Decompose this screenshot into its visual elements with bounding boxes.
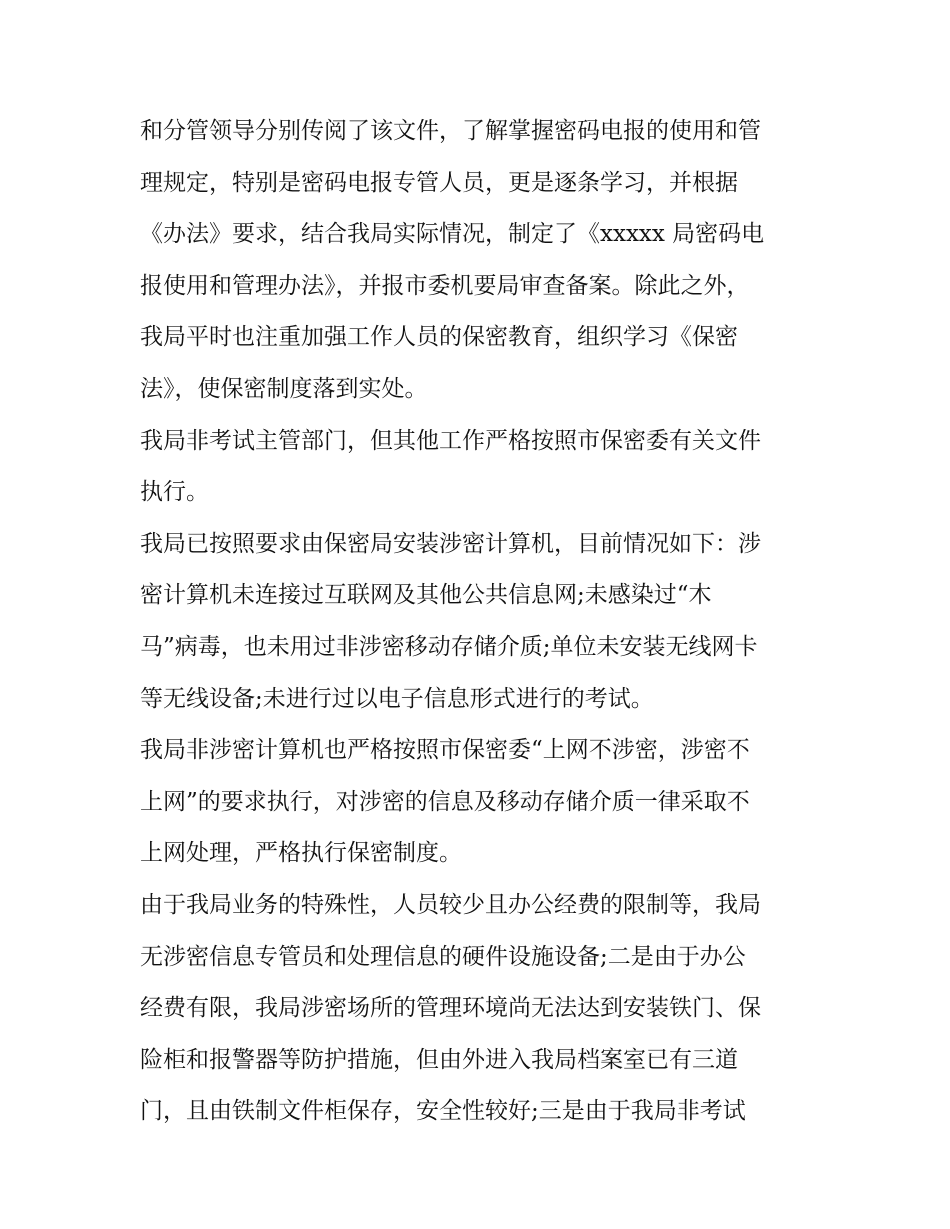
- text-line: 理规定，特别是密码电报专管人员，更是逐条学习，并根据: [140, 169, 738, 196]
- text-line: 法》，使保密制度落到实处。: [140, 375, 428, 402]
- text-line: 由于我局业务的特殊性，人员较少且办公经费的限制等，我局: [140, 891, 761, 918]
- text-line: 经费有限，我局涉密场所的管理环境尚无法达到安装铁门、保: [140, 995, 761, 1022]
- text-line: 我局非涉密计算机也严格按照市保密委“上网不涉密，涉密不: [140, 737, 750, 764]
- text-line: 《办法》要求，结合我局实际情况，制定了《xxxxx 局密码电: [140, 221, 765, 248]
- text-line: 上网处理，严格执行保密制度。: [140, 840, 462, 867]
- text-line: 执行。: [140, 479, 209, 506]
- text-line: 我局非考试主管部门，但其他工作严格按照市保密委有关文件: [140, 427, 761, 454]
- text-line: 无涉密信息专管员和处理信息的硬件设施设备;二是由于办公: [140, 943, 746, 970]
- document-body: [140, 106, 820, 1138]
- text-line: 等无线设备;未进行过以电子信息形式进行的考试。: [140, 685, 654, 712]
- text-line: 马”病毒，也未用过非涉密移动存储介质;单位未安装无线网卡: [140, 633, 758, 660]
- text-line: 我局平时也注重加强工作人员的保密教育，组织学习《保密: [140, 324, 738, 351]
- text-line: 报使用和管理办法》，并报市委机要局审查备案。除此之外，: [140, 272, 750, 299]
- text-line: 门，且由铁制文件柜保存，安全性较好;三是由于我局非考试: [140, 1098, 746, 1125]
- text-line: 和分管领导分别传阅了该文件，了解掌握密码电报的使用和管: [140, 118, 761, 144]
- text-line: 我局已按照要求由保密局安装涉密计算机，目前情况如下：涉: [140, 530, 761, 557]
- text-line: 上网”的要求执行，对涉密的信息及移动存储介质一律采取不: [140, 788, 750, 815]
- text-line: 险柜和报警器等防护措施，但由外进入我局档案室已有三道: [140, 1046, 738, 1073]
- text-line: 密计算机未连接过互联网及其他公共信息网;未感染过“木: [140, 582, 712, 609]
